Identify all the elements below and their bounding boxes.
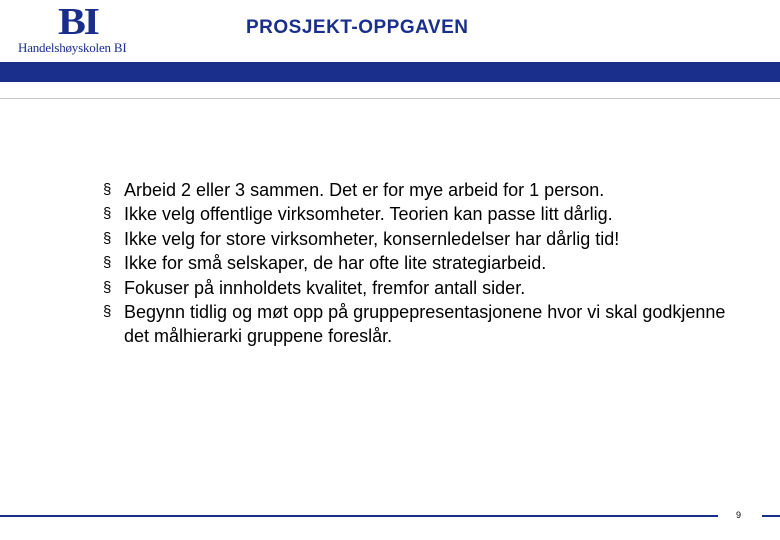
bullet-text: Arbeid 2 eller 3 sammen. Det er for mye arbeid for 1 person. bbox=[124, 180, 605, 200]
bullet-item bbox=[103, 178, 743, 202]
header-divider bbox=[0, 98, 780, 99]
slide-title: PROSJEKT-OPPGAVEN bbox=[246, 17, 469, 38]
bullet-text: Begynn tidlig og møt opp på gruppepresentasjonene hvor vi skal godkjenne det målhierarki gruppene foreslår. bbox=[124, 302, 726, 347]
bullet-marker: § bbox=[103, 278, 112, 296]
footer-divider-right bbox=[762, 515, 780, 517]
bullet-marker: § bbox=[103, 303, 112, 321]
bi-logo-text: Handelshøyskolen BI bbox=[18, 40, 127, 55]
bullet-item bbox=[103, 227, 743, 251]
bullet-item bbox=[103, 202, 743, 226]
bi-logo-mark: BI bbox=[58, 1, 98, 43]
bullet-list bbox=[103, 178, 743, 349]
bullet-text: Ikke velg offentlige virksomheter. Teorien kan passe litt dårlig. bbox=[124, 204, 613, 225]
bullet-item bbox=[103, 251, 743, 275]
bullet-text: Fokuser på innholdets kvalitet, fremfor antall sider. bbox=[124, 277, 526, 298]
bullet-text: Ikke for små selskaper, de har ofte lite strategiarbeid. bbox=[124, 253, 547, 274]
bullet-text: Ikke velg for store virksomheter, konsernledelser har dårlig tid! bbox=[124, 228, 620, 249]
bullet-item bbox=[103, 276, 743, 300]
bullet-marker: § bbox=[103, 254, 112, 272]
footer-divider bbox=[0, 515, 718, 517]
bullet-marker: § bbox=[103, 229, 112, 247]
header-band bbox=[0, 62, 780, 82]
bi-logo bbox=[18, 1, 143, 56]
bullet-marker: § bbox=[103, 205, 112, 223]
page-number: 9 bbox=[736, 510, 742, 520]
bullet-item bbox=[103, 300, 743, 349]
bullet-marker: § bbox=[103, 181, 112, 198]
